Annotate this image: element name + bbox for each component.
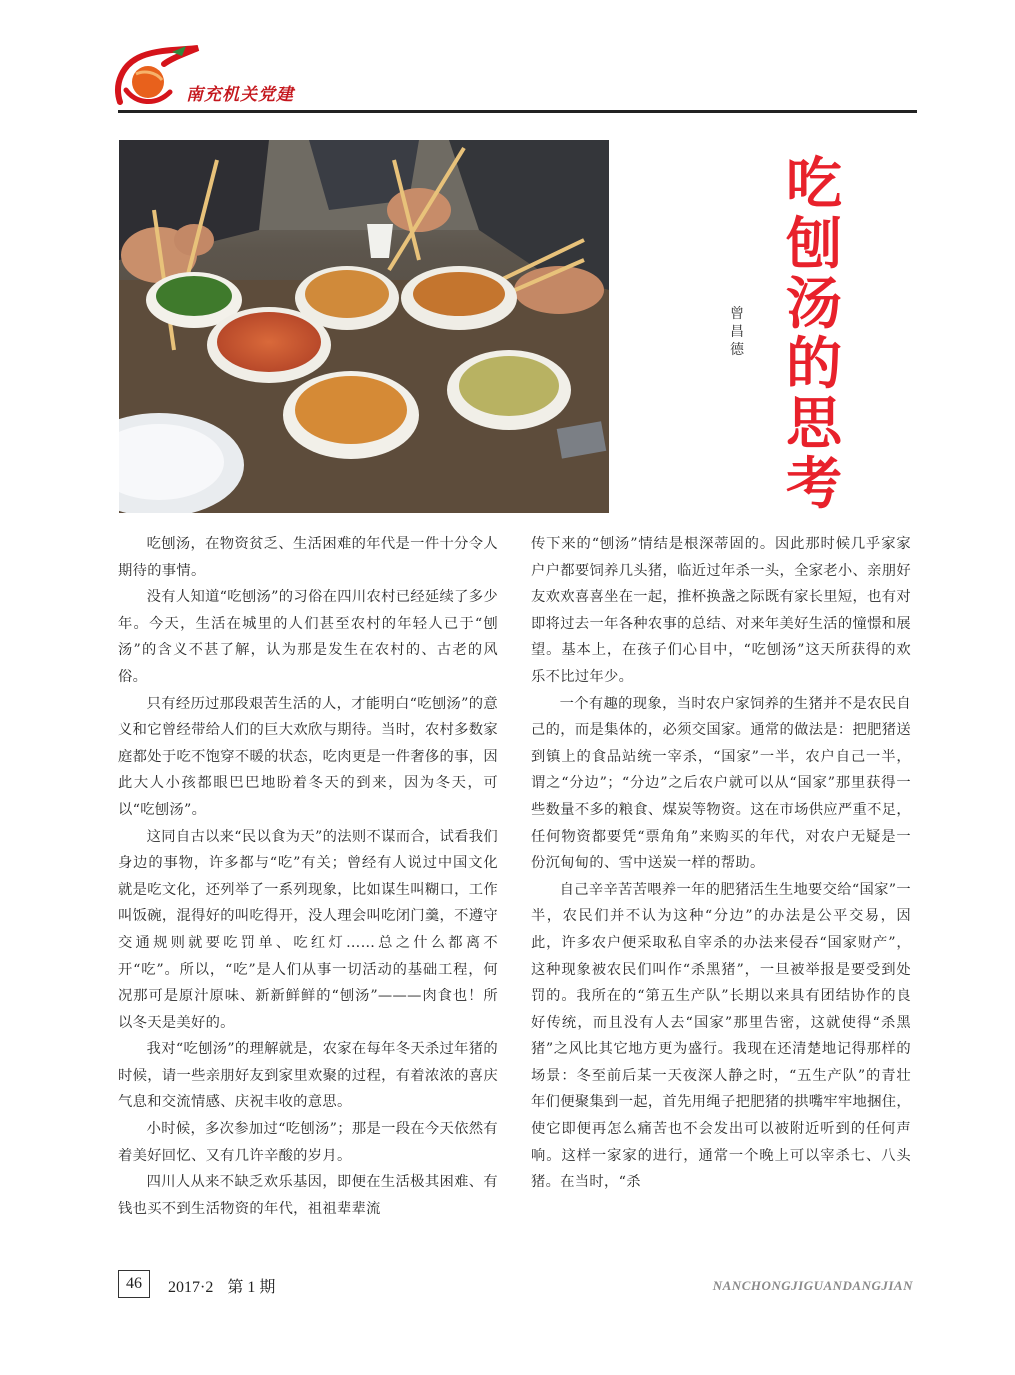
title-char: 考	[786, 452, 842, 517]
journal-pinyin: NANCHONGJIGUANDANGJIAN	[712, 1278, 913, 1293]
title-char: 的	[786, 332, 842, 397]
paragraph: 我对“吃刨汤”的理解就是，农家在每年冬天杀过年猪的时候，请一些亲朋好友到家里欢聚的过程，有着浓浓的喜庆气息和交流情感、庆祝丰收的意思。	[118, 1041, 498, 1111]
masthead-title: 南充机关党建	[186, 85, 294, 105]
paragraph: 没有人知道“吃刨汤”的习俗在四川农村已经延续了多少年。今天，生活在城里的人们甚至农村的年轻人已于“刨汤”的含义不甚了解，认为那是发生在农村的、古老的风俗。	[118, 589, 498, 685]
issue-info	[168, 1274, 285, 1297]
article-title	[782, 152, 846, 517]
author-char: 德	[730, 342, 744, 358]
author-char: 曾	[730, 306, 744, 322]
header-rule	[118, 110, 917, 113]
paragraph: 一个有趣的现象，当时农户家饲养的生猪并不是农民自己的，而是集体的，必须交国家。通常的做法是：把肥猪送到镇上的食品站统一宰杀，“国家”一半，农户自己一半，谓之“分边”；“分边”之后农户就可以从“国家”那里获得一些数量不多的粮食、煤炭等物资。这在市场供应严重不足，任何物资都要凭“票角角”来购买的年代，对农户无疑是一份沉甸甸的、雪中送炭一样的帮助。	[531, 695, 911, 872]
paragraph: 传下来的“刨汤”情结是根深蒂固的。因此那时候几乎家家户户都要饲养几头猪，临近过年杀一头，全家老小、亲朋好友欢欢喜喜坐在一起，推杯换盏之际既有家长里短，也有对即将过去一年各种农事的总结、对来年美好生活的憧憬和展望。基本上，在孩子们心目中，“吃刨汤”这天所获得的欢乐不比过年少。	[531, 536, 911, 685]
article-column-left	[118, 531, 498, 1222]
paragraph: 四川人从来不缺乏欢乐基因，即便在生活极其困难、有钱也买不到生活物资的年代，祖祖辈辈流	[118, 1174, 498, 1217]
article-column-right	[531, 531, 911, 1196]
author-byline	[727, 305, 747, 359]
page-number: 46	[118, 1270, 150, 1298]
paragraph: 吃刨汤，在物资贫乏、生活困难的年代是一件十分令人期待的事情。	[118, 536, 498, 579]
issue-year: 2017·2	[168, 1279, 214, 1296]
issue-label: 第 1 期	[227, 1279, 276, 1296]
author-char: 昌	[730, 324, 744, 340]
title-char: 刨	[786, 212, 842, 277]
article-photo	[119, 140, 609, 513]
paragraph: 这同自古以来“民以食为天”的法则不谋而合，试看我们身边的事物，许多都与“吃”有关；曾经有人说过中国文化就是吃文化，还列举了一系列现象，比如谋生叫糊口，工作叫饭碗，混得好的叫吃得开，没人理会叫吃闭门羹，不遵守交通规则就要吃罚单、吃红灯……总之什么都离不开“吃”。所以，“吃”是人们从事一切活动的基础工程，何况那可是原汁原味、新新鲜鲜的“刨汤”———肉食也！所以冬天是美好的。	[118, 828, 498, 1031]
title-char: 汤	[786, 272, 842, 337]
paragraph: 小时候，多次参加过“吃刨汤”；那是一段在今天依然有着美好回忆、又有几许辛酸的岁月。	[118, 1121, 498, 1164]
paragraph: 只有经历过那段艰苦生活的人，才能明白“吃刨汤”的意义和它曾经带给人们的巨大欢欣与期待。当时，农村多数家庭都处于吃不饱穿不暖的状态，吃肉更是一件奢侈的事，因此大人小孩都眼巴巴地盼着冬天的到来，因为冬天，可以“吃刨汤”。	[118, 695, 498, 818]
paragraph: 自己辛辛苦苦喂养一年的肥猪活生生地要交给“国家”一半，农民们并不认为这种“分边”的办法是公平交易，因此，许多农户便采取私自宰杀的办法来侵吞“国家财产”，这种现象被农民们叫作“杀黑猪”，一旦被举报是要受到处罚的。我所在的“第五生产队”长期以来具有团结协作的良好传统，而且没有人去“国家”那里告密，这就使得“杀黑猪”之风比其它地方更为盛行。我现在还清楚地记得那样的场景：冬至前后某一天夜深人静之时，“五生产队”的青壮年们便聚集到一起，首先用绳子把肥猪的拱嘴牢牢地捆住，使它即便再怎么痛苦也不会发出可以被附近听到的任何声响。这样一家家的进行，通常一个晚上可以宰杀七、八头猪。在当时，“杀	[531, 881, 911, 1191]
title-char: 吃	[786, 152, 842, 217]
title-char: 思	[786, 392, 842, 457]
